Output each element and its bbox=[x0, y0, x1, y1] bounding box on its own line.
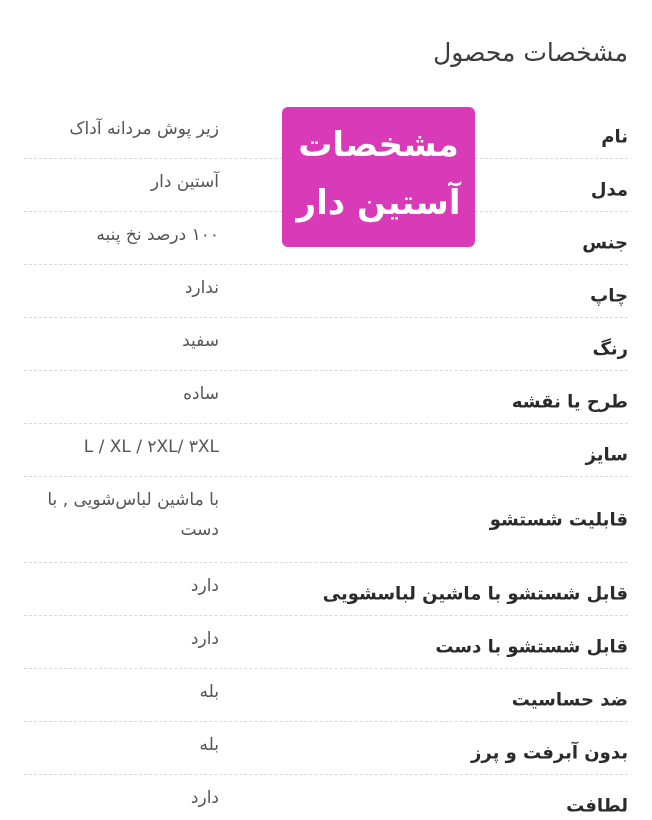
spec-row-size bbox=[24, 424, 628, 477]
spec-row-softness bbox=[24, 775, 628, 820]
spec-row-hand-wash bbox=[24, 616, 628, 669]
spec-value: L / XL / ۲XL/ ۳XL bbox=[83, 437, 219, 458]
spec-label: جنس bbox=[582, 232, 628, 254]
spec-label: چاپ bbox=[590, 285, 628, 307]
spec-label: مدل bbox=[590, 179, 628, 201]
spec-value: زیر پوش مردانه آداک bbox=[69, 119, 219, 140]
spec-label: قابل شستشو با ماشین لباسشویی bbox=[322, 583, 628, 605]
badge-line-2: آستین دار bbox=[296, 183, 461, 223]
spec-value: با ماشین لباس‌شویی , با دست bbox=[47, 490, 219, 541]
sleeve-spec-badge bbox=[282, 107, 475, 247]
spec-label: طرح یا نقشه bbox=[511, 391, 628, 413]
spec-label: لطافت bbox=[566, 795, 628, 817]
spec-value: ۱۰۰ درصد نخ پنبه bbox=[96, 225, 219, 246]
spec-value: دارد bbox=[190, 576, 219, 597]
spec-row-color bbox=[24, 318, 628, 371]
spec-row-machine-wash bbox=[24, 563, 628, 616]
badge-line-1: مشخصات bbox=[298, 125, 459, 165]
spec-value: آستین دار bbox=[150, 172, 219, 193]
section-title: مشخصات محصول bbox=[433, 38, 628, 67]
spec-value: دارد bbox=[190, 629, 219, 650]
spec-label: نام bbox=[601, 126, 628, 148]
spec-value: دارد bbox=[190, 788, 219, 809]
spec-row-print bbox=[24, 265, 628, 318]
spec-label: ضد حساسیت bbox=[511, 689, 628, 711]
spec-row-hypoallergenic bbox=[24, 669, 628, 722]
spec-value: ساده bbox=[183, 384, 219, 405]
spec-value: سفید bbox=[182, 331, 219, 352]
spec-value: ندارد bbox=[184, 278, 219, 299]
spec-label: رنگ bbox=[592, 338, 628, 360]
spec-value: بله bbox=[199, 682, 219, 703]
spec-value: بله bbox=[199, 735, 219, 756]
spec-row-pattern bbox=[24, 371, 628, 424]
spec-row-no-shrink-lint bbox=[24, 722, 628, 775]
spec-label: بدون آبرفت و پرز bbox=[471, 742, 628, 764]
spec-label: سایز bbox=[585, 444, 628, 466]
spec-label: قابلیت شستشو bbox=[489, 509, 628, 530]
spec-label: قابل شستشو با دست bbox=[435, 636, 628, 658]
spec-row-washability bbox=[24, 477, 628, 563]
